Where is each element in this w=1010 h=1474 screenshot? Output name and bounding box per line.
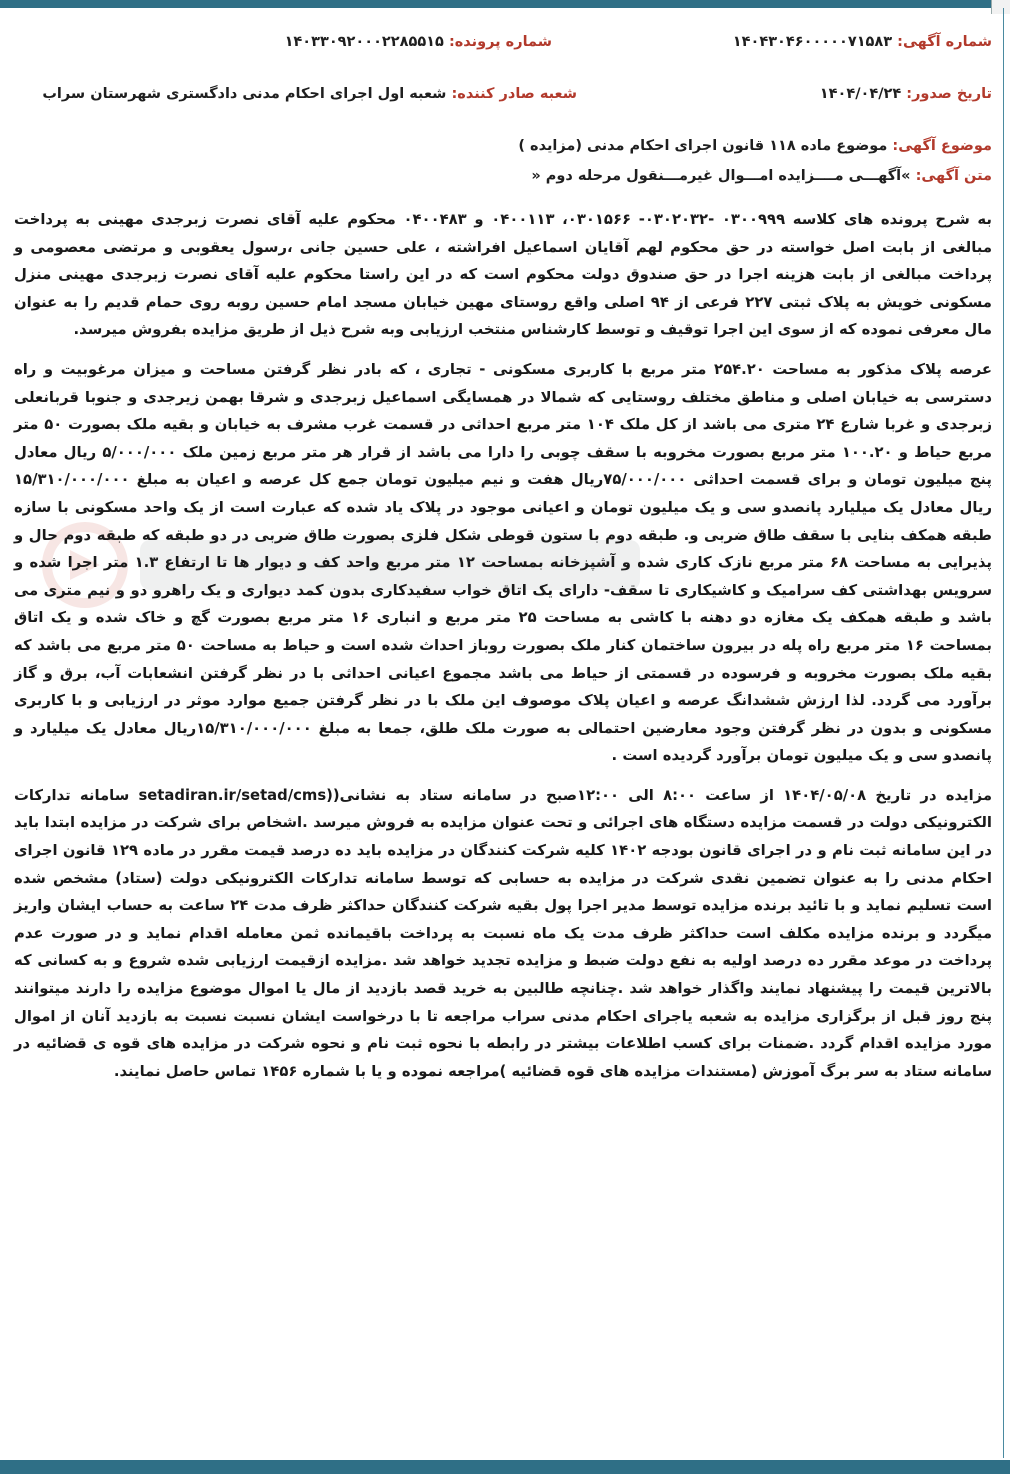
corner-badge <box>991 0 1010 14</box>
issuer-field <box>42 86 577 102</box>
notice-document <box>14 34 992 1097</box>
issuer-value: شعبه اول اجرای احکام مدنی دادگستری شهرستان سراب <box>42 86 447 102</box>
text-label: متن آگهی: <box>915 168 992 184</box>
bottom-frame-bar <box>0 1460 1010 1474</box>
subject-row <box>14 138 992 166</box>
subject-value: موضوع ماده ۱۱۸ قانون اجرای احکام مدنی (مزایده ) <box>518 138 888 154</box>
text-title: »آگهـــی مــــزایده امـــوال غیرمـــنقول مرحله دوم « <box>531 168 911 184</box>
ad-number-label: شماره آگهی: <box>897 34 992 50</box>
ad-number-field <box>733 34 992 50</box>
header-row-1 <box>14 34 992 62</box>
text-title-field <box>531 168 992 184</box>
top-frame-bar <box>0 0 1010 8</box>
notice-body <box>14 206 992 1085</box>
subject-label: موضوع آگهی: <box>892 138 992 154</box>
issue-date-field <box>820 86 992 102</box>
ad-number-value: ۱۴۰۴۳۰۴۶۰۰۰۰۰۷۱۵۸۳ <box>732 34 893 50</box>
case-number-value: ۱۴۰۳۳۰۹۲۰۰۰۲۲۸۵۵۱۵ <box>284 34 444 50</box>
paragraph-property-description: عرصه پلاک مذکور به مساحت ۲۵۴.۲۰ متر مربع با کاربری مسکونی - تجاری ، که بادر نظر گرفتن مساحت و میزان مرغوبیت و راه دسترسی به خیابان اصلی و مناطق مختلف روستایی که شمالا در همسایگی اسماعیل زبرجدی و شرقا بهمن زیرجدی و جنوبا قربانعلی زبرجدی و غربا شارع ۲۴ متری می باشد از کل ملک ۱۰۴ متر مربع احداثی در قسمت غرب مشرف به خیابان و بقیه ملک بصورت ۵۰ متر مربع حیاط و ۱۰۰.۲۰ متر مربع بصورت مخروبه با سقف چوبی را دارا می باشد از قرار هر متر مربع زمین ملک ۵/۰۰۰/۰۰۰ ریال معادل پنج میلیون تومان و برای قسمت احداثی ۷۵/۰۰۰/۰۰۰ریال هفت و نیم میلیون تومان جمع کل عرصه و اعیان به مبلغ ۱۵/۳۱۰/۰۰۰/۰۰۰ ریال معادل یک میلیارد پانصدو سی و یک میلیون تومان و اعیانی موجود در پلاک یاد شده که عبارت است از یک واحد مسکونی با سازه طبقه همکف بنایی با سقف طاق ضربی و. طبقه دوم با ستون قوطی شکل فلزی بصورت طاق ضربی در دو طبقه که طبقه دوم حال و پذیرایی به مساحت ۶۸ متر مربع نازک کاری شده و آشپزخانه بمساحت ۱۲ متر مربع واحد کف و دیوار ها تا ارتفاع ۱.۳ متر اجرا شده و سرویس بهداشتی کف سرامیک و کاشیکاری تا سقف- دارای یک اتاق خواب سفیدکاری بدون کمد دیواری و یک راهرو دو و نیم متری می باشد و طبقه همکف یک مغازه دو دهنه با کاشی به مساحت ۲۵ متر مربع و انباری ۱۶ متر مربع بصورت گچ و خاک شده و یک اتاق بمساحت ۱۶ متر مربع راه پله در بیرون ساختمان کنار ملک بصورت روباز احداث شده است و حیاط به مساحت ۵۰ متر مربع می باشد که بقیه ملک بصورت مخروبه و فرسوده در قسمتی از حیاط می باشد مجموع اعیانی احداثی با در نظر گرفتن انشعابات آب، برق و گاز برآورد می گردد. لذا ارزش ششدانگ عرصه و اعیان پلاک موصوف این ملک با در نظر گرفتن جمیع موارد موثر در ارزیابی و با کاربری مسکونی و بدون در نظر گرفتن وجود معارضین احتمالی به صورت ملک طلق، جمعا به مبلغ ۱۵/۳۱۰/۰۰۰/۰۰۰ریال معادل یک میلیارد و پانصدو سی و یک میلیون تومان برآورد گردیده است . <box>14 360 993 765</box>
issue-date-value: ۱۴۰۴/۰۴/۲۴ <box>819 86 902 102</box>
subject-field <box>518 138 992 154</box>
issue-date-label: تاریخ صدور: <box>906 86 992 102</box>
paragraph-auction-terms: مزایده در تاریخ ۱۴۰۴/۰۵/۰۸ از ساعت ۸:۰۰ الی ۱۲:۰۰صبح در سامانه ستاد به نشانی((setadiran.ir/setad/cms سامانه تدارکات الکترونیکی دولت در قسمت مزایده دستگاه های اجرائی و تحت عنوان مزایده به فروش میرسد .اشخاص برای شرکت در مزایده ابتدا باید در این سامانه ثبت نام و در اجرای قانون بودجه ۱۴۰۲ کلیه شرکت کنندگان در مزایده باید ده درصد قیمت مقرر در ماده ۱۲۹ قانون اجرای احکام مدنی را به عنوان تضمین نقدی شرکت در مزایده به حسابی که توسط سامانه تدارکات الکترونیکی دولت (ستاد) مشخص شده است تسلیم نماید و با تائید برنده مزایده توسط مدیر اجرا پول بقیه شرکت کنندگان حداکثر ظرف مدت ۲۴ ساعت به حساب ایشان واریز میگردد و برنده مزایده مکلف است حداکثر ظرف مدت یک ماه نسبت به پرداخت باقیمانده ثمن معامله اقدام نماید و در صورت عدم پرداخت در موعد مقرر ده درصد اولیه به نفع دولت ضبط و مزایده تجدید خواهد شد .مزایده ازقیمت ارزیابی شده شروع و به کسانی که بالاترین قیمت را پیشنهاد نمایند واگذار خواهد شد .چنانچه طالبین به خرید قصد بازدید از مال یا اموال موضوع مزایده را دارند میتوانند پنج روز قبل از برگزاری مزایده به شعبه یاجرای احکام مدنی سراب مراجعه تا با درخواست ایشان نسبت نسبت به بازدید آنان از اموال مورد مزایده اقدام گردد .ضمنات برای کسب اطلاعات بیشتر در رابطه با نحوه ثبت نام و نحوه شرکت در مزایده های قوه ی قضائیه در سامانه ستاد به سر برگ آموزش (مستندات مزایده های قوه قضائیه )مراجعه نموده و یا با شماره ۱۴۵۶ تماس حاصل نمایند. <box>14 786 993 1080</box>
case-number-label: شماره پرونده: <box>448 34 552 50</box>
issuer-label: شعبه صادر کننده: <box>451 86 577 102</box>
text-title-row <box>14 168 992 196</box>
header-row-2 <box>14 86 992 114</box>
right-frame-line <box>1003 8 1004 1458</box>
paragraph-case-intro: به شرح پرونده های کلاسه ۰۳۰۰۹۹۹ -۰۳۰۲۰۳۲- ۰۳۰۱۵۶۶، ۰۴۰۰۱۱۳ و ۰۴۰۰۴۸۳ محکوم علیه آقای نصرت زبرجدی مهینی به پرداخت مبالغی از بابت اصل خواسته در حق محکوم لهم آقایان اسماعیل افراشته ، علی حسین جانی ،رسول یعقوبی و مرتضی معصومی و پرداخت مبالغی از بابت هزینه اجرا در حق صندوق دولت محکوم است که در این راستا محکوم علیه آقای نصرت زبرجدی مهینی منزل مسکونی خویش به پلاک ثبتی ۲۲۷ فرعی از ۹۴ اصلی واقع روستای مهین خیابان مسجد امام حسین روبه روی حمام قدیم را به عنوان مال معرفی نموده که از سوی این اجرا توقیف و توسط کارشناس منتخب ارزیابی وبه شرح ذیل از طریق مزایده بفروش میرسد. <box>14 211 992 339</box>
case-number-field <box>285 34 552 50</box>
